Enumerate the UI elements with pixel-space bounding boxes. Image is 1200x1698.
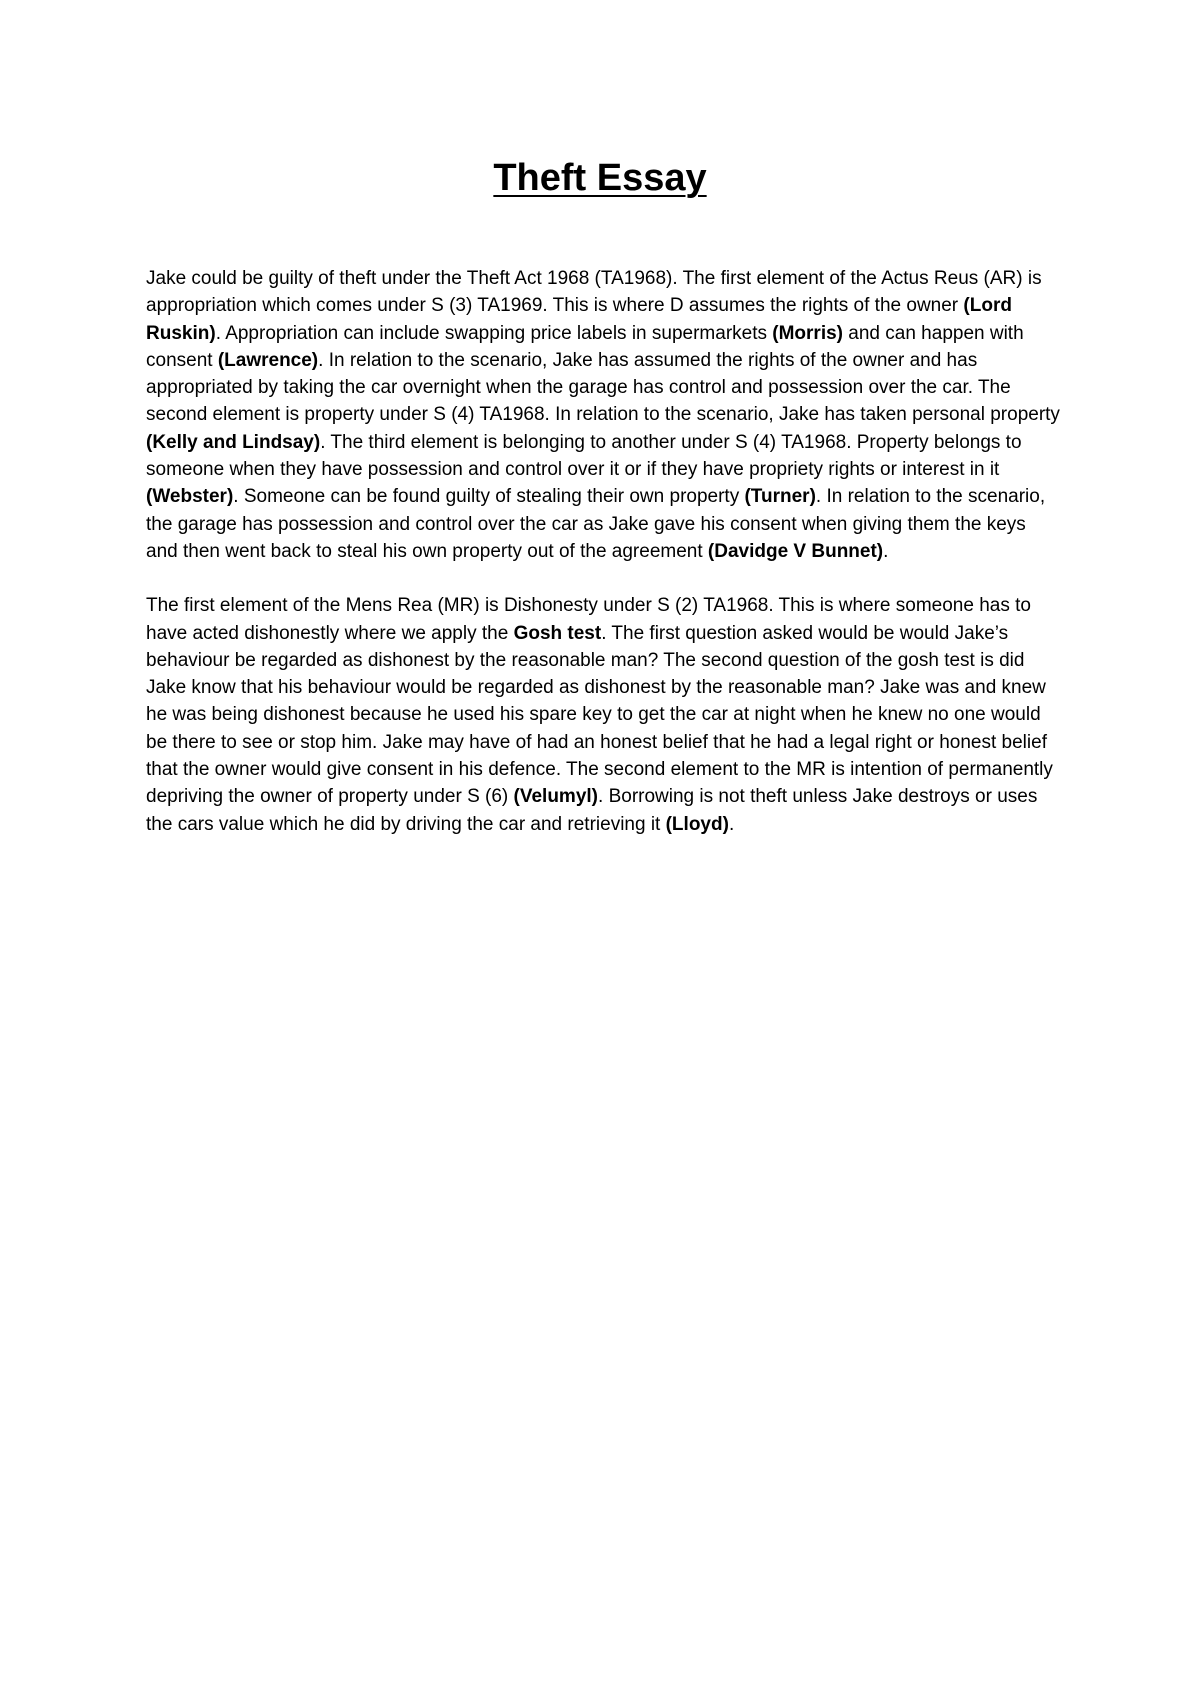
case-citation: Gosh test [513, 622, 602, 644]
case-citation: (Davidge V Bunnet) [707, 540, 884, 562]
essay-paragraph [146, 592, 1061, 838]
case-citation: (Morris) [772, 322, 844, 344]
case-citation: (Kelly and Lindsay) [146, 431, 321, 453]
paragraph-text: . In relation to the scenario, the garage has possession and control over the car as Jake gave his consent when giving them the keys and then went back to steal his own property out of the agreement [146, 486, 1046, 562]
case-citation: (Turner) [744, 486, 816, 508]
paragraph-text: . Appropriation can include swapping price labels in supermarkets [215, 322, 773, 344]
case-citation: (Lawrence) [217, 349, 319, 371]
paragraph-text: The first element of the Mens Rea (MR) is Dishonesty under S (2) TA1968. This is where someone has to have acted dishonestly where we apply the [146, 595, 1031, 644]
paragraph-text: . In relation to the scenario, Jake has assumed the rights of the owner and has appropriated by taking the car overnight when the garage has control and possession over the car. The second element is property under S (4) TA1968. In relation to the scenario, Jake has taken personal property [146, 349, 1060, 426]
paragraph-text: . [883, 540, 889, 562]
case-citation: (Lord Ruskin) [146, 295, 1012, 344]
paragraph-text: . The first question asked would be would Jake’s behaviour be regarded as dishonest by the reasonable man? The second question of the gosh test is did Jake know that his behaviour would be regarded as dishonest by the reasonable man? Jake was and knew he was being dishonest because he used his spare key to get the car at night when he knew no one would be there to see or stop him. Jake may have of had an honest belief that he had a legal right or honest belief that the owner would give consent in his defence. The second element to the MR is intention of permanently depriving the owner of property under S (6) [146, 622, 1053, 808]
paragraph-text: . Someone can be found guilty of stealing their own property [233, 486, 745, 508]
paragraph-text: Jake could be guilty of theft under the Theft Act 1968 (TA1968). The first element of the Actus Reus (AR) is appropriation which comes under S (3) TA1969. This is where D assumes the rights of the owner [146, 268, 1042, 317]
case-citation: (Lloyd) [665, 813, 729, 835]
essay-paragraph [146, 265, 1061, 565]
paragraph-text: and can happen with consent [146, 322, 1024, 371]
essay-body [146, 265, 1061, 865]
case-citation: (Webster) [146, 486, 234, 508]
page-title: Theft Essay [493, 157, 707, 199]
case-citation: (Velumyl) [513, 786, 599, 808]
paragraph-text: . The third element is belonging to another under S (4) TA1968. Property belongs to someone when they have possession and control over it or if they have propriety rights or interest in it [146, 431, 1022, 481]
paragraph-text: . [728, 813, 735, 835]
paragraph-text: . Borrowing is not theft unless Jake destroys or uses the cars value which he did by driving the car and retrieving it [146, 786, 1038, 835]
